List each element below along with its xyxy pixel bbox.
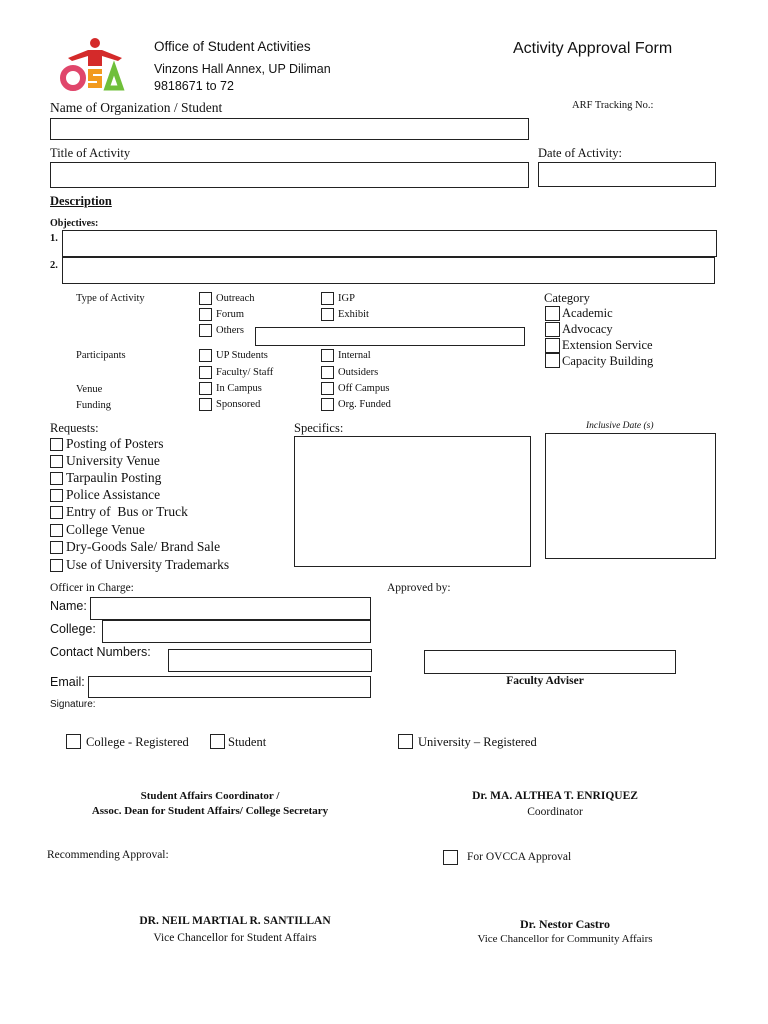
others-label: Others (216, 325, 244, 336)
osa-logo-graphic (58, 36, 132, 92)
officer-college-label: College: (50, 622, 96, 636)
igp-label: IGP (338, 293, 355, 304)
request-checkbox[interactable] (50, 541, 63, 554)
org-funded-label: Org. Funded (338, 399, 391, 410)
vcsa-name: DR. NEIL MARTIAL R. SANTILLAN (139, 915, 331, 927)
faculty-adviser-label: Faculty Adviser (506, 675, 584, 687)
outreach-checkbox[interactable] (199, 292, 212, 305)
officer-in-charge-label: Officer in Charge: (50, 582, 134, 594)
objective-1-field[interactable] (62, 230, 717, 257)
requests-label: Requests: (50, 421, 99, 435)
outreach-label: Outreach (216, 293, 255, 304)
request-item[interactable] (50, 453, 290, 470)
up-students-checkbox[interactable] (199, 349, 212, 362)
arf-tracking-label: ARF Tracking No.: (572, 100, 654, 111)
up-students-label: UP Students (216, 350, 268, 361)
recommending-approval-label: Recommending Approval: (47, 849, 169, 861)
approved-by-label: Approved by: (387, 582, 451, 594)
request-checkbox[interactable] (50, 559, 63, 572)
sac-title-line1: Student Affairs Coordinator / (140, 790, 280, 802)
inclusive-dates-field[interactable] (545, 433, 716, 559)
request-item[interactable] (50, 470, 290, 487)
osa-logo (58, 36, 132, 92)
college-registered-label: College - Registered (86, 735, 189, 749)
officer-email-field[interactable] (88, 676, 371, 698)
objective-2-field[interactable] (62, 257, 715, 284)
signature-label: Signature: (50, 699, 96, 710)
in-campus-checkbox[interactable] (199, 382, 212, 395)
university-registered-checkbox[interactable] (398, 734, 413, 749)
title-of-activity-label: Title of Activity (50, 146, 131, 160)
vcsa-title: Vice Chancellor for Student Affairs (153, 932, 317, 944)
org-funded-checkbox[interactable] (321, 398, 334, 411)
internal-label: Internal (338, 350, 371, 361)
objectives-label: Objectives: (50, 218, 99, 229)
description-heading: Description (50, 194, 112, 208)
form-title: Activity Approval Form (513, 40, 673, 57)
officer-name-label: Name: (50, 599, 87, 613)
org-name-field[interactable] (50, 118, 529, 140)
request-label: University Venue (66, 453, 160, 468)
office-address: Vinzons Hall Annex, UP Diliman (154, 62, 331, 76)
date-of-activity-field[interactable] (538, 162, 716, 187)
category-label: Category (544, 291, 590, 305)
request-item[interactable] (50, 487, 290, 504)
request-checkbox[interactable] (50, 472, 63, 485)
officer-email-label: Email: (50, 675, 85, 689)
advocacy-checkbox[interactable] (545, 322, 560, 337)
request-label: Police Assistance (66, 487, 161, 502)
in-campus-label: In Campus (216, 383, 262, 394)
title-of-activity-field[interactable] (50, 162, 529, 188)
request-label: Entry of Bus or Truck (66, 504, 188, 519)
faculty-adviser-field[interactable] (424, 650, 676, 674)
student-checkbox[interactable] (210, 734, 225, 749)
others-specify-field[interactable] (255, 327, 525, 346)
sac-title-line2: Assoc. Dean for Student Affairs/ College Secretary (91, 805, 329, 817)
forum-label: Forum (216, 309, 245, 320)
off-campus-label: Off Campus (338, 383, 390, 394)
sponsored-checkbox[interactable] (199, 398, 212, 411)
officer-contact-label: Contact Numbers: (50, 645, 151, 659)
request-checkbox[interactable] (50, 489, 63, 502)
sponsored-label: Sponsored (216, 399, 261, 410)
others-checkbox[interactable] (199, 324, 212, 337)
internal-checkbox[interactable] (321, 349, 334, 362)
request-label: Dry-Goods Sale/ Brand Sale (66, 539, 221, 554)
request-label: Posting of Posters (66, 436, 164, 451)
inclusive-dates-label: Inclusive Date (s) (586, 421, 654, 431)
objective-2-number: 2. (50, 260, 58, 271)
request-checkbox[interactable] (50, 506, 63, 519)
exhibit-label: Exhibit (338, 309, 369, 320)
request-item[interactable] (50, 522, 290, 539)
coordinator-name: Dr. MA. ALTHEA T. ENRIQUEZ (472, 790, 638, 802)
request-label: Tarpaulin Posting (66, 470, 162, 485)
specifics-label: Specifics: (294, 421, 344, 435)
coordinator-title: Coordinator (527, 806, 583, 818)
capacity-building-label: Capacity Building (562, 354, 654, 368)
participants-label: Participants (76, 350, 126, 361)
forum-checkbox[interactable] (199, 308, 212, 321)
academic-checkbox[interactable] (545, 306, 560, 321)
off-campus-checkbox[interactable] (321, 382, 334, 395)
college-registered-checkbox[interactable] (66, 734, 81, 749)
request-checkbox[interactable] (50, 455, 63, 468)
type-of-activity-label: Type of Activity (76, 293, 145, 304)
ovcca-approval-label: For OVCCA Approval (467, 851, 572, 863)
objective-1-number: 1. (50, 233, 58, 244)
specifics-field[interactable] (294, 436, 531, 567)
request-item[interactable] (50, 504, 290, 521)
request-label: College Venue (66, 522, 145, 537)
officer-contact-field[interactable] (168, 649, 372, 672)
outsiders-label: Outsiders (338, 367, 379, 378)
request-item[interactable] (50, 436, 290, 453)
venue-label: Venue (76, 384, 103, 395)
officer-college-field[interactable] (102, 620, 371, 643)
vcca-name: Dr. Nestor Castro (519, 917, 611, 931)
extension-service-label: Extension Service (562, 338, 653, 352)
university-registered-label: University – Registered (418, 735, 537, 749)
office-name: Office of Student Activities (154, 39, 311, 54)
date-of-activity-label: Date of Activity: (538, 146, 623, 160)
extension-service-checkbox[interactable] (545, 338, 560, 353)
capacity-building-checkbox[interactable] (545, 353, 560, 368)
vcca-title: Vice Chancellor for Community Affairs (477, 933, 653, 945)
request-label: Use of University Trademarks (66, 557, 230, 572)
outsiders-checkbox[interactable] (321, 366, 334, 379)
igp-checkbox[interactable] (321, 292, 334, 305)
exhibit-checkbox[interactable] (321, 308, 334, 321)
request-checkbox[interactable] (50, 524, 63, 537)
faculty-staff-label: Faculty/ Staff (216, 367, 274, 378)
office-phone: 9818671 to 72 (154, 79, 234, 93)
academic-label: Academic (562, 306, 613, 320)
request-item[interactable] (50, 557, 290, 574)
request-checkbox[interactable] (50, 438, 63, 451)
officer-name-field[interactable] (90, 597, 371, 620)
student-label: Student (228, 735, 267, 749)
advocacy-label: Advocacy (562, 322, 613, 336)
faculty-staff-checkbox[interactable] (199, 366, 212, 379)
request-item[interactable] (50, 539, 290, 556)
funding-label: Funding (76, 400, 112, 411)
ovcca-approval-checkbox[interactable] (443, 850, 458, 865)
org-label: Name of Organization / Student (50, 100, 223, 115)
